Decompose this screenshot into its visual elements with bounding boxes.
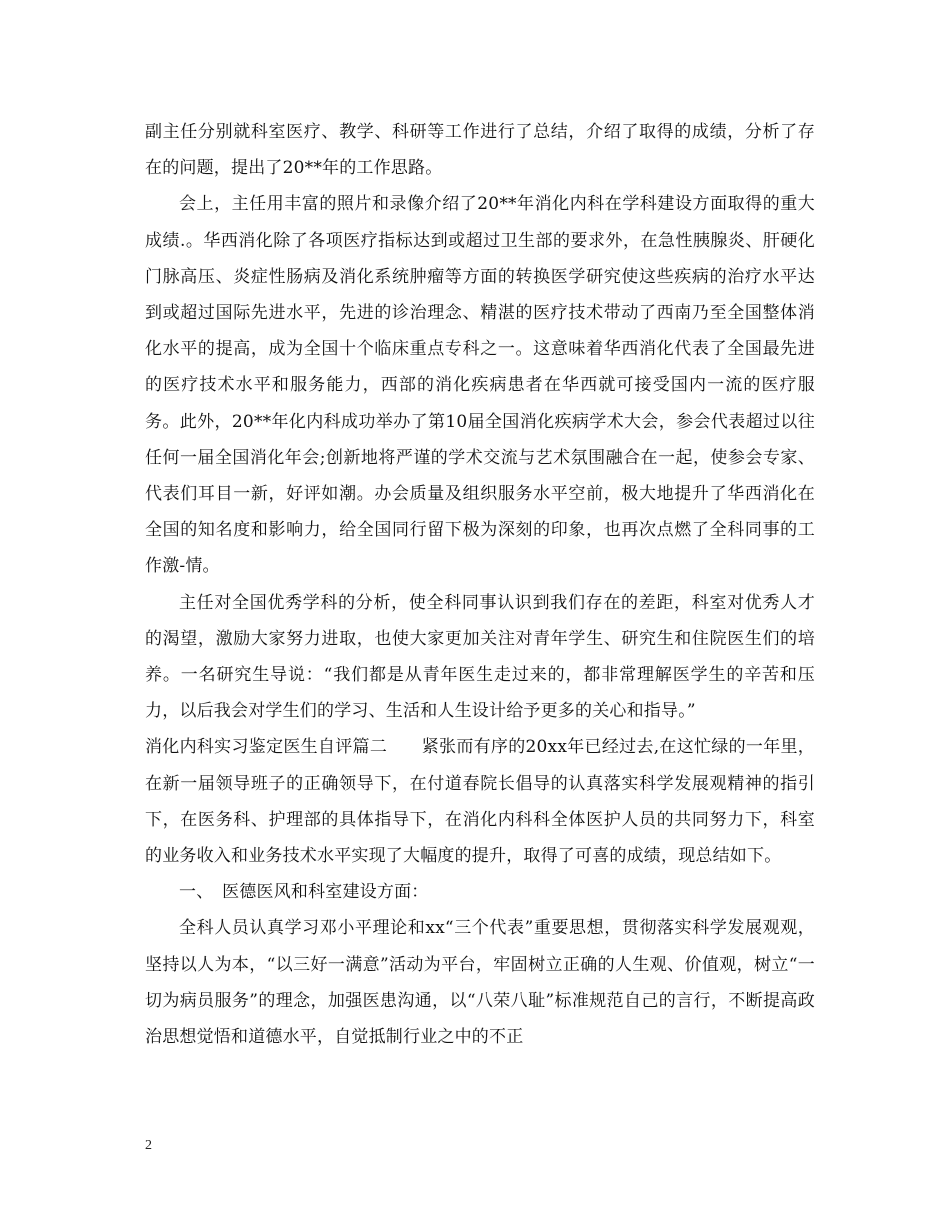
- paragraph-5: 全科人员认真学习邓小平理论和xx“三个代表”重要思想，贯彻落实科学发展观观，坚持以人为本，“以三好一满意”活动为平台，牢固树立正确的人生观、价值观，树立“一切为病员服务”的理念，加强医患沟通，以“八荣八耻”标准规范自己的言行，不断提高政治思想觉悟和道德水平，自觉抵制行业之中的不正: [145, 918, 815, 1048]
- page-number: 2: [145, 1138, 152, 1153]
- paragraph-1: 副主任分别就科室医疗、教学、科研等工作进行了总结，介绍了取得的成绩，分析了存在的问题，提出了20**年的工作思路。: [145, 122, 815, 179]
- section-heading: 一、 医德医风和科室建设方面：: [179, 882, 429, 903]
- paragraph-4: 消化内科实习鉴定医生自评篇二 紧张而有序的20xx年已经过去,在这忙绿的一年里，在新一届领导班子的正确领导下，在付道春院长倡导的认真落实科学发展观精神的指引下，在医务科、护理部的具体指导下，在消化内科科全体医护人员的共同努力下，科室的业务收入和业务技术水平实现了大幅度的提升，取得了可喜的成绩，现总结如下。: [145, 737, 815, 867]
- document-body: [145, 114, 815, 1055]
- paragraph-3: 主任对全国优秀学科的分析，使全科同事认识到我们存在的差距，科室对优秀人才的渴望，激励大家努力进取，也使大家更加关注对青年学生、研究生和住院医生们的培养。一名研究生导说：“我们都是从青年医生走过来的，都非常理解医学生的辛苦和压力，以后我会对学生们的学习、生活和人生设计给予更多的关心和指导。”: [145, 592, 815, 722]
- paragraph-2: 会上，主任用丰富的照片和录像介绍了20**年消化内科在学科建设方面取得的重大成绩.。华西消化除了各项医疗指标达到或超过卫生部的要求外，在急性胰腺炎、肝硬化门脉高压、炎症性肠病及消化系统肿瘤等方面的转换医学研究使这些疾病的治疗水平达到或超过国际先进水平，先进的诊治理念、精湛的医疗技术带动了西南乃至全国整体消化水平的提高，成为全国十个临床重点专科之一。这意味着华西消化代表了全国最先进的医疗技术水平和服务能力，西部的消化疾病患者在华西就可接受国内一流的医疗服务。此外，20**年化内科成功举办了第10届全国消化疾病学术大会，参会代表超过以往任何一届全国消化年会;创新地将严谨的学术交流与艺术氛围融合在一起，使参会专家、代表们耳目一新，好评如潮。办会质量及组织服务水平空前，极大地提升了华西消化在全国的知名度和影响力，给全国同行留下极为深刻的印象，也再次点燃了全科同事的工作激-情。: [145, 194, 815, 577]
